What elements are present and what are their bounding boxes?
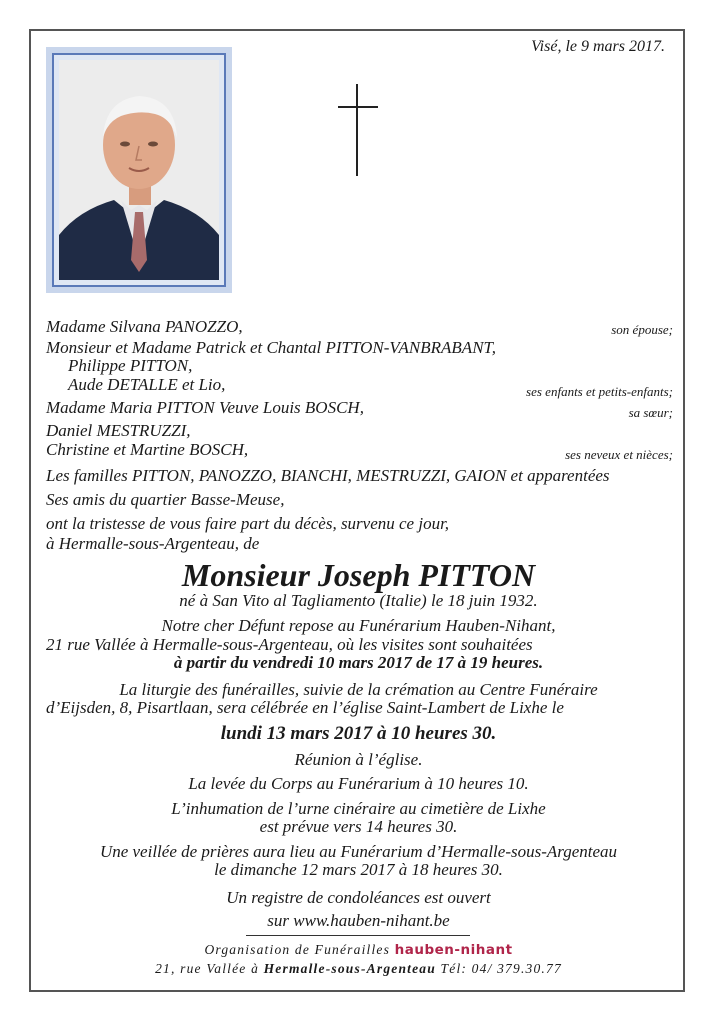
portrait-photo — [59, 60, 219, 280]
body-line: d’Eijsden, 8, Pisartlaan, sera célébrée en l’église Saint-Lambert de Lixhe le — [46, 698, 564, 717]
announcement-line: à Hermalle-sous-Argenteau, de — [46, 534, 260, 553]
brand-logo: hauben-nihant — [394, 942, 513, 958]
visit-times: à partir du vendredi 10 mars 2017 de 17 à 19 heures. — [173, 653, 544, 672]
portrait-frame — [46, 47, 232, 293]
relation-label: ses enfants et petits-enfants; — [526, 384, 673, 399]
footer-organisation — [0, 942, 717, 958]
body-line: Réunion à l’église. — [294, 750, 423, 769]
footer-divider — [246, 935, 470, 936]
footer-phone: Tél: 04/ 379.30.77 — [440, 961, 562, 976]
body-line: L’inhumation de l’urne cinéraire au cimetière de Lixhe — [171, 799, 546, 818]
relation-label: ses neveux et nièces; — [565, 447, 673, 462]
family-line: Ses amis du quartier Basse-Meuse, — [46, 490, 285, 509]
ceremony-date: lundi 13 mars 2017 à 10 heures 30. — [220, 723, 497, 744]
family-line: Monsieur et Madame Patrick et Chantal PITTON-VANBRABANT, — [46, 338, 496, 357]
body-line: Un registre de condoléances est ouvert — [226, 888, 491, 907]
family-line: Philippe PITTON, — [68, 356, 193, 375]
relation-label: son épouse; — [611, 322, 673, 337]
body-line: est prévue vers 14 heures 30. — [259, 817, 458, 836]
deceased-name: Monsieur Joseph PITTON — [181, 557, 536, 593]
body-line: La levée du Corps au Funérarium à 10 heures 10. — [188, 774, 529, 793]
family-line: Christine et Martine BOSCH, — [46, 440, 249, 459]
body-line: La liturgie des funérailles, suivie de la crémation au Centre Funéraire — [119, 680, 598, 699]
family-line: Daniel MESTRUZZI, — [46, 421, 191, 440]
birth-info: né à San Vito al Tagliamento (Italie) le 18 juin 1932. — [179, 591, 538, 610]
condolence-link[interactable]: sur www.hauben-nihant.be — [267, 911, 450, 930]
notice-date: Visé, le 9 mars 2017. — [531, 38, 665, 55]
family-line: Les familles PITTON, PANOZZO, BIANCHI, MESTRUZZI, GAION et apparentées — [46, 466, 610, 485]
relation-label: sa sœur; — [628, 405, 673, 420]
footer-org-prefix: Organisation de Funérailles — [204, 942, 391, 957]
body-line: 21 rue Vallée à Hermalle-sous-Argenteau, où les visites sont souhaitées — [46, 635, 533, 654]
footer-address-town: Hermalle-sous-Argenteau — [263, 961, 436, 976]
cross-icon — [356, 84, 358, 176]
cross-bar — [338, 106, 378, 108]
body-line: le dimanche 12 mars 2017 à 18 heures 30. — [214, 860, 503, 879]
family-line: Madame Silvana PANOZZO, — [46, 317, 243, 336]
footer-address — [0, 961, 717, 977]
family-line: Aude DETALLE et Lio, — [68, 375, 226, 394]
family-line: Madame Maria PITTON Veuve Louis BOSCH, — [46, 398, 364, 417]
body-line: Notre cher Défunt repose au Funérarium Hauben-Nihant, — [161, 616, 556, 635]
footer-address-prefix: 21, rue Vallée à — [155, 961, 260, 976]
announcement-line: ont la tristesse de vous faire part du décès, survenu ce jour, — [46, 514, 450, 533]
body-line: Une veillée de prières aura lieu au Funérarium d’Hermalle-sous-Argenteau — [99, 842, 618, 861]
